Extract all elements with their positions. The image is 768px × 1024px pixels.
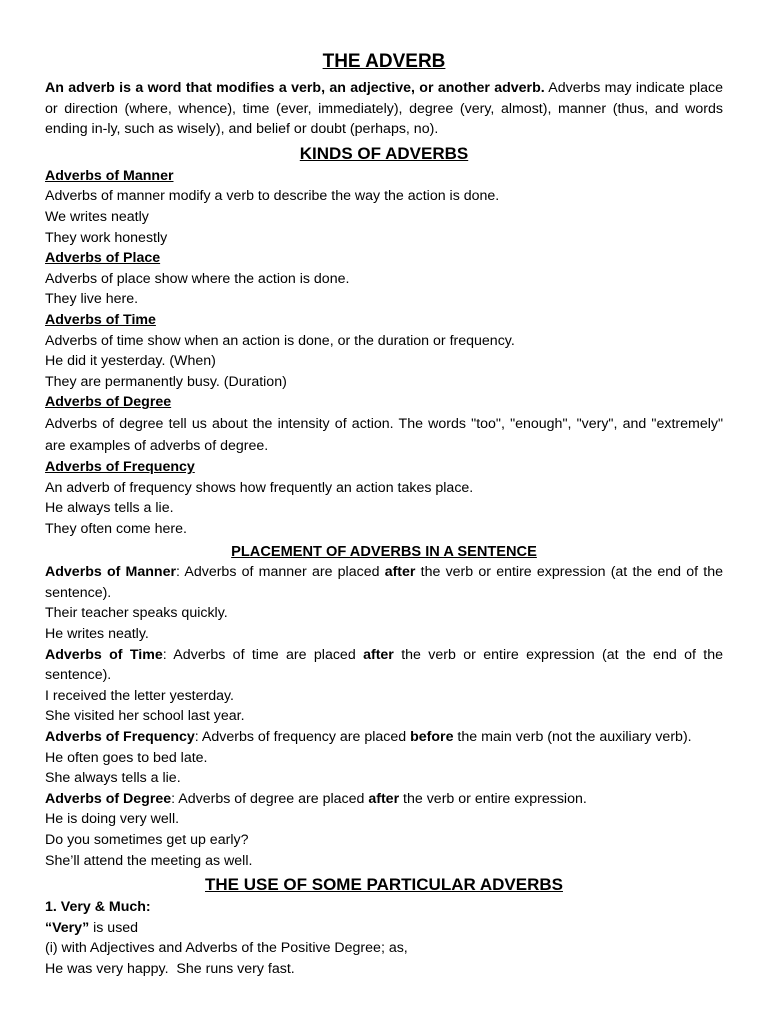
placement-manner-label: Adverbs of Manner [45, 564, 177, 581]
placement-degree-example: Do you sometimes get up early? [45, 832, 249, 848]
placement-time-rule [45, 645, 723, 686]
rule-text: : Adverbs of manner are placed [176, 564, 385, 581]
frequency-subheading: Adverbs of Frequency [45, 458, 195, 475]
placement-manner-example: Their teacher speaks quickly. [45, 605, 228, 622]
placement-degree-example: He is doing very well. [45, 811, 180, 828]
degree-text: Adverbs of degree tell us about the intensity of action. The words "too", "enough", "very", and "extremely" are examples of adverbs of degree. [45, 415, 723, 454]
manner-line: Adverbs of manner modify a verb to describe the way the action is done. [45, 188, 500, 205]
manner-example: We writes neatly [45, 208, 149, 225]
rule-keyword: before [410, 729, 454, 746]
rule-text: the verb or entire expression (at the end of the sentence). [45, 564, 723, 601]
intro-definition: An adverb is a word that modifies a verb, an adjective, or another adverb. [45, 80, 545, 96]
placement-manner-rule [45, 562, 723, 603]
rule-text: the verb or entire expression (at the end of the sentence). [45, 646, 723, 684]
time-example: He did it yesterday. (When) [45, 353, 216, 370]
particular-heading: THE USE OF SOME PARTICULAR ADVERBS [205, 875, 563, 895]
placement-degree-example: She’ll attend the meeting as well. [45, 852, 253, 869]
place-line: Adverbs of place show where the action is done. [45, 270, 350, 287]
degree-subheading: Adverbs of Degree [45, 394, 172, 411]
very-term: “Very” [45, 919, 90, 936]
very-usage-text: is used [89, 919, 139, 936]
time-example: They are permanently busy. (Duration) [45, 373, 287, 390]
manner-example: They work honestly [45, 229, 168, 246]
rule-i: (i) with Adjectives and Adverbs of the Positive Degree; as, [45, 940, 408, 957]
placement-degree-label: Adverbs of Degree [45, 790, 172, 807]
intro-details: Adverbs may indicate place or direction (where, whence), time (ever, immediately), degree (very, almost), manner (thus, and words ending in-ly, such as wisely), and belief or doubt (perhaps, no). [45, 80, 724, 138]
placement-manner-example: He writes neatly. [45, 626, 149, 643]
item-title-text: 1. Very & Much: [45, 899, 151, 916]
frequency-example: He always tells a lie. [45, 500, 174, 517]
rule-text: the verb or entire expression. [399, 790, 587, 807]
placement-time-label: Adverbs of Time [45, 646, 163, 663]
rule-text: : Adverbs of degree are placed [171, 790, 369, 807]
frequency-example: They often come here. [45, 520, 187, 537]
rule-text: : Adverbs of frequency are placed [194, 729, 411, 746]
very-example: He was very happy. She runs very fast. [45, 960, 295, 977]
very-usage-line [45, 918, 723, 939]
frequency-line: An adverb of frequency shows how frequently an action takes place. [45, 479, 474, 496]
manner-subheading: Adverbs of Manner [45, 167, 174, 184]
placement-frequency-example: She always tells a lie. [45, 770, 181, 787]
placement-time-example: She visited her school last year. [45, 708, 245, 725]
rule-keyword: after [384, 564, 416, 581]
placement-frequency-rule [45, 727, 723, 748]
place-example: They live here. [45, 291, 139, 308]
placement-time-example: I received the letter yesterday. [45, 687, 234, 704]
placement-heading: PLACEMENT OF ADVERBS IN A SENTENCE [231, 544, 537, 561]
rule-keyword: after [368, 790, 400, 807]
placement-frequency-label: Adverbs of Frequency [45, 729, 195, 746]
place-subheading: Adverbs of Place [45, 250, 161, 267]
item-title [45, 897, 723, 918]
page-title: THE ADVERB [322, 51, 446, 72]
placement-degree-rule [45, 789, 723, 810]
rule-text: the main verb (not the auxiliary verb). [453, 729, 692, 746]
placement-frequency-example: He often goes to bed late. [45, 749, 208, 766]
rule-text: : Adverbs of time are placed [162, 646, 364, 663]
rule-keyword: after [363, 646, 394, 663]
time-line: Adverbs of time show when an action is done, or the duration or frequency. [45, 332, 515, 349]
time-subheading: Adverbs of Time [45, 311, 156, 328]
kinds-heading: KINDS OF ADVERBS [299, 143, 469, 163]
intro-paragraph [45, 78, 723, 140]
